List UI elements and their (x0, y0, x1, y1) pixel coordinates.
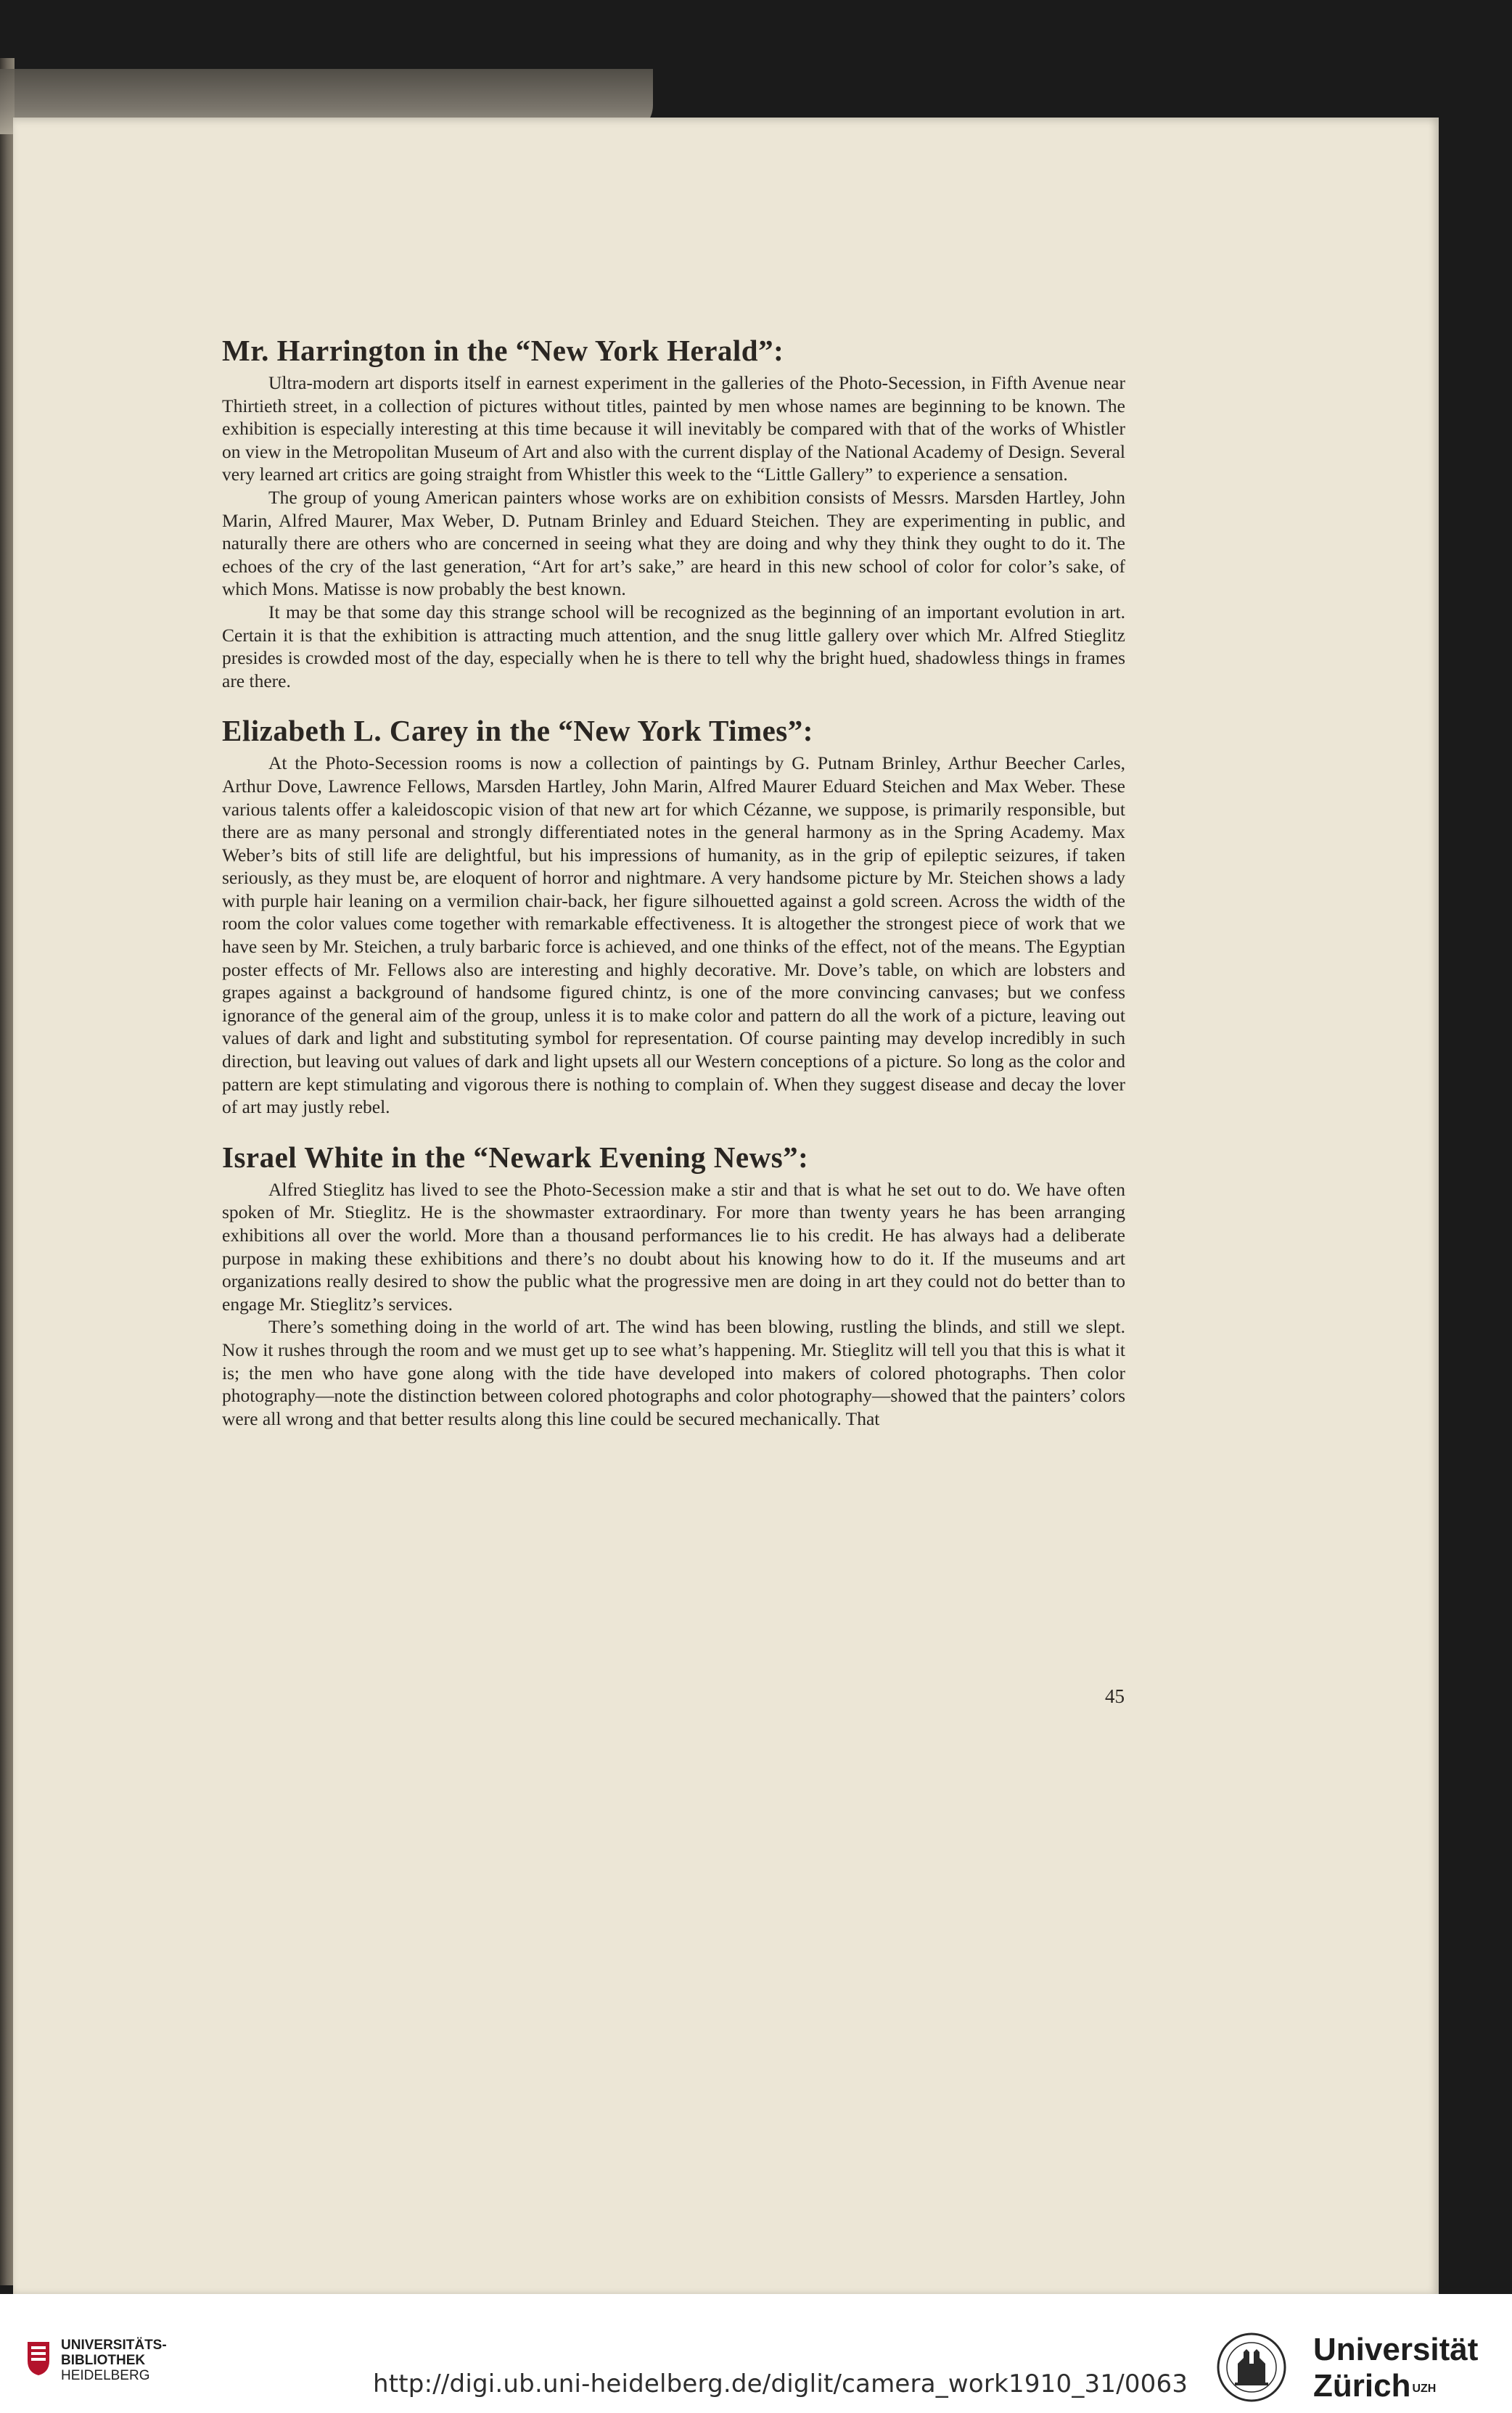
page-number: 45 (1105, 1685, 1125, 1707)
library-name-line3: HEIDELBERG (61, 2368, 150, 2383)
footer-bar (0, 2294, 1512, 2413)
paragraph: Ultra-modern art disports itself in earnest experiment in the galleries of the Photo-Secession, in Fifth Avenue near Thirtieth street, in a collection of pictures without titles, painted by men whose names are beginning to be known. The exhibition is especially interesting at this time because it will inevitably be compared with that of the works of Whistler on view in the Metropolitan Museum of Art and also with the current display of the National Academy of Design. Several very learned art critics are going straight from Whistler this week to the “Little Gallery” to experience a sensation. (222, 372, 1125, 485)
uzh-superscript: UZH (1412, 2383, 1437, 2395)
paragraph: It may be that some day this strange school will be recognized as the beginning of an important evolution in art. Certain it is that the exhibition is attracting much attention, and the snug little gallery over which Mr. Alfred Stieglitz presides is crowded most of the day, especially when he is there to tell why the bright hued, shadowless things in frames are there. (222, 601, 1125, 691)
section-heading: Mr. Harrington in the “New York Herald”: (222, 334, 784, 367)
paragraph: At the Photo-Secession rooms is now a collection of paintings by G. Putnam Brinley, Arthur Beecher Carles, Arthur Dove, Lawrence Fellows, Marsden Hartley, John Marin, Alfred Maurer Eduard Steichen and Max Weber. These various talents offer a kaleidoscopic vision of that new art for which Cézanne, we suppose, is primarily responsible, but there are as many personal and strongly differentiated notes in the general harmony as in the Spring Academy. Max Weber’s bits of still life are delightful, but his impressions of humanity, as in the grip of epileptic seizures, if taken seriously, as they must be, are eloquent of horror and nightmare. A very handsome picture by Mr. Steichen shows a lady with purple hair leaning on a vermilion chair-back, her figure silhouetted against a gold screen. Across the width of the room the color values come together with remarkable effectiveness. It is altogether the strongest piece of work that we have seen by Mr. Steichen, a truly barbaric force is achieved, and one thinks of the effect, not of the means. The Egyptian poster effects of Mr. Fellows also are interesting and highly decorative. Mr. Dove’s table, on which are lobsters and grapes against a background of handsome figured chintz, is one of the more convincing canvases; but we confess ignorance of the general aim of the group, unless it is to make color and pattern do all the work of a picture, leaving out values of dark and light and substituting symbol for representation. Of course painting may develop incredibly in such direction, but leaving out values of dark and light upsets all our Western conceptions of a picture. So long as the color and pattern are kept stimulating and vigorous there is nothing to complain of. When they suggest disease and decay the lover of art may justly rebel. (222, 752, 1125, 1118)
library-name-line1: UNIVERSITÄTS- (61, 2338, 167, 2353)
university-name-line1: Universität (1313, 2332, 1479, 2367)
library-name (61, 2338, 167, 2383)
university-zurich-wordmark (1313, 2332, 1478, 2404)
university-library-logo-icon (25, 2339, 52, 2377)
permalink-url[interactable]: http://digi.ub.uni-heidelberg.de/diglit/camera_work1910_31/0063 (373, 2369, 1188, 2398)
paragraph: Alfred Stieglitz has lived to see the Photo-Secession make a stir and that is what he set out to do. We have often spoken of Mr. Stieglitz. He is the showmaster extraordinary. For more than twenty years he has been arranging exhibitions all over the world. More than a thousand performances lie to his credit. He has always had a deliberate purpose in making these exhibitions and there’s no doubt about his knowing how to do it. If the museums and art organizations really desired to show the public what the progressive men are doing in art they could not do better than to engage Mr. Stieglitz’s services. (222, 1178, 1125, 1315)
university-seal-icon (1216, 2332, 1287, 2403)
binding-edge (0, 58, 15, 2285)
paragraph: The group of young American painters whose works are on exhibition consists of Messrs. Marsden Hartley, John Marin, Alfred Maurer, Max Weber, D. Putnam Brinley and Eduard Steichen. They are experimenting in public, and naturally there are others who are concerned in seeing what they are doing and why they think they ought to do it. The echoes of the cry of the last generation, “Art for art’s sake,” are heard in this new school of color for color’s sake, of which Mons. Matisse is now probably the best known. (222, 486, 1125, 600)
library-name-line2: BIBLIOTHEK (61, 2353, 146, 2368)
paragraph: There’s something doing in the world of art. The wind has been blowing, rustling the blinds, and still we slept. Now it rushes through the room and we must get up to see what’s happening. Mr. Stieglitz will tell you that this is what it is; the men who have gone along with the tide have developed into makers of colored photographs. Then color photography—note the distinction between colored photographs and color photography—showed that the painters’ colors were all wrong and that better results along this line could be secured mechanically. That (222, 1316, 1125, 1429)
article-text (222, 332, 1125, 1430)
university-name-line2: Zürich (1313, 2368, 1411, 2404)
section-heading: Israel White in the “Newark Evening News”: (222, 1140, 809, 1174)
section-heading: Elizabeth L. Carey in the “New York Times”: (222, 714, 813, 748)
